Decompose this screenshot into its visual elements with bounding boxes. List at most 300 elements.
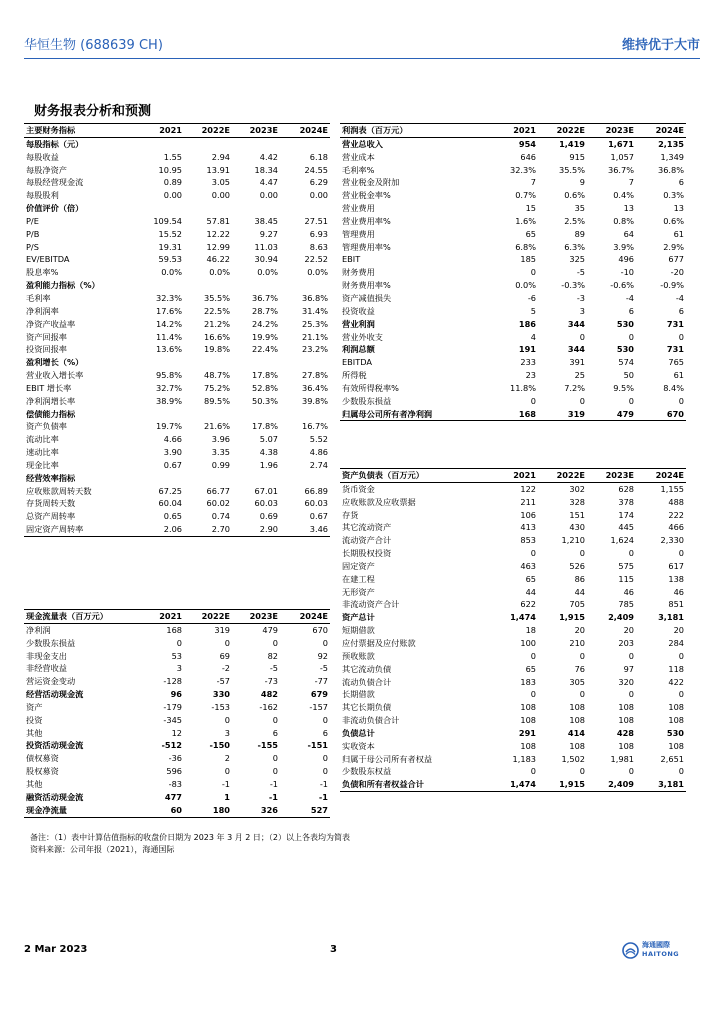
value-cell: 6.93 xyxy=(309,228,328,239)
balance-sheet-table xyxy=(340,468,686,792)
table-row xyxy=(340,408,686,421)
row-label: P/B xyxy=(26,228,40,239)
row-label: 其它流动资产 xyxy=(342,522,392,533)
value-cell xyxy=(136,408,184,421)
table-row xyxy=(340,253,686,266)
value-cell: 9.5% xyxy=(613,382,634,393)
table-row xyxy=(340,215,686,228)
value-cell: 60.03 xyxy=(254,498,278,509)
value-cell: 0 xyxy=(678,766,684,777)
value-cell: 17.8% xyxy=(251,370,278,381)
value-cell: 6.3% xyxy=(564,241,585,252)
value-cell: 2.9% xyxy=(663,241,684,252)
value-cell: 3.90 xyxy=(163,447,182,458)
year-header-cell: 2024E xyxy=(280,610,330,624)
value-cell: 46 xyxy=(673,586,684,597)
value-cell: -57 xyxy=(216,676,230,687)
value-cell: 15.52 xyxy=(158,228,182,239)
value-cell: 100 xyxy=(520,637,536,648)
value-cell: 0.0% xyxy=(161,267,182,278)
value-cell: 0 xyxy=(272,766,278,777)
value-cell xyxy=(136,279,184,292)
table-title-cell: 资产负债表（百万元） xyxy=(340,469,490,483)
value-cell: 0.67 xyxy=(309,511,328,522)
value-cell: 168 xyxy=(490,408,538,421)
table-title-cell: 主要财务指标 xyxy=(24,124,136,138)
value-cell: 0 xyxy=(322,753,328,764)
table-row xyxy=(24,202,330,215)
value-cell xyxy=(184,279,232,292)
table-row xyxy=(340,482,686,495)
value-cell: 118 xyxy=(668,663,684,674)
table-row xyxy=(340,534,686,547)
table-row xyxy=(340,279,686,292)
row-label: 营业收入增长率 xyxy=(26,370,84,381)
value-cell: -162 xyxy=(259,701,278,712)
table-title-cell: 利润表（百万元） xyxy=(340,124,490,138)
value-cell: 0 xyxy=(272,637,278,648)
value-cell: 466 xyxy=(668,522,684,533)
row-label: 净利润率 xyxy=(26,305,59,316)
table-row xyxy=(340,318,686,331)
table-row xyxy=(24,675,330,688)
value-cell: 109.54 xyxy=(153,215,182,226)
value-cell: 705 xyxy=(569,599,585,610)
row-label: 资产负债率 xyxy=(26,421,67,432)
table-row xyxy=(340,164,686,177)
value-cell: -345 xyxy=(163,714,182,725)
value-cell: 1,474 xyxy=(510,612,536,623)
table-row xyxy=(24,343,330,356)
value-cell: 530 xyxy=(616,344,634,355)
value-cell: 319 xyxy=(214,624,230,635)
value-cell: 108 xyxy=(618,740,634,751)
value-cell: -0.9% xyxy=(660,280,684,291)
row-label: 流动资产合计 xyxy=(342,535,392,546)
value-cell: 0 xyxy=(678,548,684,559)
value-cell: 65 xyxy=(525,573,536,584)
value-cell: 0.00 xyxy=(163,190,182,201)
value-cell: 60.02 xyxy=(206,498,230,509)
value-cell: -0.3% xyxy=(561,280,585,291)
value-cell: 95.8% xyxy=(155,370,182,381)
value-cell: 0 xyxy=(322,637,328,648)
value-cell: 191 xyxy=(518,344,536,355)
value-cell: 7 xyxy=(530,177,536,188)
row-label: 每股股利 xyxy=(26,190,59,201)
value-cell: 25.3% xyxy=(301,318,328,329)
year-header-cell: 2021 xyxy=(136,124,184,138)
value-cell: 96 xyxy=(170,689,182,700)
value-cell: 65 xyxy=(525,228,536,239)
value-cell: 0.00 xyxy=(259,190,278,201)
value-cell: 65 xyxy=(525,663,536,674)
row-label: 营业外收支 xyxy=(342,331,383,342)
row-label: 其它流动负债 xyxy=(342,663,392,674)
value-cell: 1,671 xyxy=(608,138,634,149)
table-row xyxy=(24,650,330,663)
value-cell: 97 xyxy=(623,663,634,674)
value-cell xyxy=(280,472,330,485)
year-header-cell: 2023E xyxy=(232,610,280,624)
row-label: 净利润增长率 xyxy=(26,395,76,406)
value-cell: 67.01 xyxy=(254,485,278,496)
table-row xyxy=(24,292,330,305)
value-cell: 320 xyxy=(618,676,634,687)
value-cell: 0.65 xyxy=(163,511,182,522)
value-cell: 0.89 xyxy=(163,177,182,188)
value-cell: 0.69 xyxy=(259,511,278,522)
value-cell: 31.4% xyxy=(301,305,328,316)
value-cell: 30.94 xyxy=(254,254,278,265)
value-cell: 108 xyxy=(520,702,536,713)
table-row xyxy=(340,547,686,560)
row-label: 固定资产 xyxy=(342,560,375,571)
value-cell: 25 xyxy=(574,370,585,381)
row-label: 净资产收益率 xyxy=(26,318,76,329)
table-row xyxy=(24,151,330,164)
row-label: 预收账款 xyxy=(342,650,375,661)
table-row xyxy=(24,369,330,382)
value-cell: 5.52 xyxy=(309,434,328,445)
value-cell: 2,330 xyxy=(660,535,684,546)
row-label: 营业利润 xyxy=(342,318,375,329)
value-cell: 4.86 xyxy=(309,447,328,458)
row-label: 现金比率 xyxy=(26,459,59,470)
value-cell: 108 xyxy=(520,715,536,726)
value-cell: 89 xyxy=(574,228,585,239)
row-label: 归属于母公司所有者权益 xyxy=(342,753,433,764)
table-row xyxy=(340,765,686,778)
year-header-cell: 2021 xyxy=(490,469,538,483)
table-row xyxy=(340,727,686,740)
value-cell: 0 xyxy=(678,689,684,700)
value-cell: -20 xyxy=(670,267,684,278)
rating-tagline: 维持优于大市 xyxy=(621,38,700,53)
table-row xyxy=(24,701,330,714)
value-cell xyxy=(136,137,184,150)
value-cell: 61 xyxy=(673,228,684,239)
row-label: 股权募资 xyxy=(26,766,59,777)
value-cell: 0.8% xyxy=(613,215,634,226)
value-cell: 36.8% xyxy=(301,292,328,303)
value-cell: 23.2% xyxy=(301,344,328,355)
value-cell: -157 xyxy=(309,701,328,712)
table-header-row xyxy=(340,469,686,483)
value-cell: 46.22 xyxy=(206,254,230,265)
value-cell: 8.63 xyxy=(309,241,328,252)
value-cell: 0 xyxy=(628,650,634,661)
value-cell: 108 xyxy=(668,715,684,726)
value-cell: 4.47 xyxy=(259,177,278,188)
row-label: 毛利率% xyxy=(342,164,375,175)
row-label: 管理费用率% xyxy=(342,241,391,252)
year-header-cell: 2022E xyxy=(538,469,587,483)
key-indicators-table xyxy=(24,123,330,537)
value-cell: 330 xyxy=(212,689,230,700)
table-title-cell: 现金流量表（百万元） xyxy=(24,610,136,624)
value-cell: 479 xyxy=(262,624,278,635)
value-cell: 19.9% xyxy=(251,331,278,342)
row-label: 流动负债合计 xyxy=(342,676,392,687)
value-cell: 326 xyxy=(232,804,280,817)
value-cell: -1 xyxy=(319,778,328,789)
value-cell: 731 xyxy=(666,344,684,355)
value-cell: 233 xyxy=(520,357,536,368)
value-cell: -77 xyxy=(314,676,328,687)
value-cell: 1,915 xyxy=(538,778,587,791)
table-row xyxy=(24,752,330,765)
value-cell xyxy=(232,137,280,150)
value-cell: 0 xyxy=(628,395,634,406)
row-label: 投资收益 xyxy=(342,305,375,316)
value-cell: 39.8% xyxy=(301,395,328,406)
value-cell: 36.7% xyxy=(251,292,278,303)
value-cell: -73 xyxy=(264,676,278,687)
table-row xyxy=(340,778,686,791)
value-cell xyxy=(232,356,280,369)
value-cell: 526 xyxy=(569,560,585,571)
value-cell: -179 xyxy=(163,701,182,712)
table-row xyxy=(340,624,686,637)
value-cell: 186 xyxy=(518,318,536,329)
value-cell: 2 xyxy=(224,753,230,764)
table-row xyxy=(24,739,330,752)
value-cell: -128 xyxy=(163,676,182,687)
value-cell: -150 xyxy=(209,740,230,751)
value-cell: 2.74 xyxy=(309,459,328,470)
row-label: 盈利能力指标（%） xyxy=(26,280,100,291)
value-cell: 19.8% xyxy=(203,344,230,355)
value-cell: 2,409 xyxy=(608,612,634,623)
value-cell: 21.2% xyxy=(203,318,230,329)
row-label: 股息率% xyxy=(26,267,59,278)
table-row xyxy=(340,637,686,650)
row-label: 其他 xyxy=(26,727,43,738)
table-row xyxy=(340,701,686,714)
value-cell: 0.0% xyxy=(307,267,328,278)
value-cell: 108 xyxy=(668,740,684,751)
value-cell: 0 xyxy=(579,689,585,700)
value-cell: 82 xyxy=(267,650,278,661)
row-label: EBIT 增长率 xyxy=(26,382,72,393)
row-label: 其他 xyxy=(26,778,43,789)
row-label: 营运资金变动 xyxy=(26,676,76,687)
table-row xyxy=(24,279,330,292)
row-label: P/S xyxy=(26,241,39,252)
table-header-row xyxy=(340,124,686,138)
value-cell: 0 xyxy=(530,267,536,278)
value-cell: 32.7% xyxy=(155,382,182,393)
value-cell: 64 xyxy=(623,228,634,239)
value-cell: 36.7% xyxy=(607,164,634,175)
value-cell: 0.6% xyxy=(663,215,684,226)
value-cell xyxy=(184,408,232,421)
value-cell: 76 xyxy=(574,663,585,674)
notes-remark: 备注：（1）表中计算估值指标的收盘价日期为 2023 年 3 月 2 日；（2）以上各表均为简表 xyxy=(30,833,350,842)
value-cell: 9 xyxy=(579,177,585,188)
value-cell: 4.38 xyxy=(259,447,278,458)
row-label: 应付票据及应付账款 xyxy=(342,637,416,648)
value-cell: 151 xyxy=(569,509,585,520)
value-cell: 1,210 xyxy=(561,535,585,546)
value-cell: 53 xyxy=(171,650,182,661)
value-cell: 17.8% xyxy=(251,421,278,432)
value-cell: 1,915 xyxy=(559,612,585,623)
value-cell: 18 xyxy=(525,625,536,636)
value-cell: 479 xyxy=(587,408,636,421)
value-cell: 0 xyxy=(628,689,634,700)
table-row xyxy=(340,573,686,586)
value-cell: 35.5% xyxy=(203,292,230,303)
table-row xyxy=(340,305,686,318)
table-row xyxy=(24,446,330,459)
value-cell: 60 xyxy=(136,804,184,817)
value-cell: 344 xyxy=(567,318,585,329)
value-cell: 6.29 xyxy=(309,177,328,188)
year-header-cell: 2024E xyxy=(280,124,330,138)
value-cell: -153 xyxy=(211,701,230,712)
value-cell: 3 xyxy=(579,305,585,316)
value-cell: 488 xyxy=(668,496,684,507)
table-row xyxy=(340,292,686,305)
table-row xyxy=(340,688,686,701)
table-row xyxy=(24,510,330,523)
value-cell: 527 xyxy=(280,804,330,817)
value-cell: 44 xyxy=(525,586,536,597)
value-cell: 46 xyxy=(623,586,634,597)
value-cell: 1,155 xyxy=(660,483,684,494)
row-label: 偿债能力指标 xyxy=(26,408,76,419)
value-cell: 596 xyxy=(166,766,182,777)
value-cell: -83 xyxy=(168,778,182,789)
value-cell: 414 xyxy=(567,727,585,738)
table-row xyxy=(24,253,330,266)
table-row xyxy=(24,459,330,472)
value-cell: 174 xyxy=(618,509,634,520)
value-cell: 530 xyxy=(616,318,634,329)
table-row xyxy=(24,778,330,791)
value-cell: 7 xyxy=(628,177,634,188)
table-row xyxy=(340,189,686,202)
row-label: 归属母公司所有者净利润 xyxy=(340,408,490,421)
row-label: EBITDA xyxy=(342,357,372,368)
value-cell: 35 xyxy=(574,203,585,214)
page-number: 3 xyxy=(330,944,337,955)
value-cell: 0 xyxy=(224,766,230,777)
row-label: 资产 xyxy=(26,701,43,712)
value-cell: 20 xyxy=(623,625,634,636)
value-cell: 7.2% xyxy=(564,382,585,393)
value-cell: 168 xyxy=(166,624,182,635)
value-cell: 670 xyxy=(312,624,328,635)
table-row xyxy=(24,318,330,331)
row-label: 营业税金率% xyxy=(342,190,391,201)
value-cell: 677 xyxy=(668,254,684,265)
value-cell: 61 xyxy=(673,370,684,381)
row-label: 应收账款及应收票据 xyxy=(342,496,416,507)
row-label: 财务费用 xyxy=(342,267,375,278)
table-header-row xyxy=(24,610,330,624)
table-row xyxy=(340,151,686,164)
value-cell: 16.7% xyxy=(301,421,328,432)
value-cell: 1.96 xyxy=(259,459,278,470)
value-cell: 0 xyxy=(530,650,536,661)
value-cell: 422 xyxy=(668,676,684,687)
table-row xyxy=(24,382,330,395)
value-cell: 622 xyxy=(520,599,536,610)
year-header-cell: 2021 xyxy=(490,124,538,138)
value-cell: 32.3% xyxy=(155,292,182,303)
value-cell: 8.4% xyxy=(663,382,684,393)
value-cell: 0 xyxy=(322,766,328,777)
value-cell: -5 xyxy=(269,663,278,674)
row-label: 营业税金及附加 xyxy=(342,177,400,188)
value-cell: 50.3% xyxy=(251,395,278,406)
value-cell: 6 xyxy=(678,305,684,316)
row-label: 经营活动现金流 xyxy=(26,689,84,700)
value-cell: 180 xyxy=(184,804,232,817)
value-cell: 21.1% xyxy=(301,331,328,342)
value-cell: 12.22 xyxy=(206,228,230,239)
value-cell: 4.42 xyxy=(259,151,278,162)
value-cell: 11.8% xyxy=(509,382,536,393)
value-cell: 0.74 xyxy=(211,511,230,522)
value-cell: 17.6% xyxy=(155,305,182,316)
table-row xyxy=(24,714,330,727)
table-row xyxy=(340,560,686,573)
value-cell: 38.45 xyxy=(254,215,278,226)
value-cell: 0 xyxy=(628,331,634,342)
value-cell: 0.4% xyxy=(613,190,634,201)
value-cell: 305 xyxy=(569,676,585,687)
value-cell: 0 xyxy=(579,395,585,406)
value-cell: 3.96 xyxy=(211,434,230,445)
value-cell: 1,349 xyxy=(660,151,684,162)
value-cell: 13 xyxy=(623,203,634,214)
value-cell: -5 xyxy=(319,663,328,674)
value-cell: 574 xyxy=(618,357,634,368)
row-label: 少数股东损益 xyxy=(26,637,76,648)
value-cell: 0.67 xyxy=(163,459,182,470)
value-cell: 430 xyxy=(569,522,585,533)
value-cell: 0.6% xyxy=(564,190,585,201)
value-cell: -10 xyxy=(620,267,634,278)
footer-date: 2 Mar 2023 xyxy=(24,944,88,955)
value-cell: -512 xyxy=(161,740,182,751)
value-cell: 66.89 xyxy=(304,485,328,496)
value-cell: -2 xyxy=(221,663,230,674)
notes-source: 资料来源：公司年报（2021），海通国际 xyxy=(30,845,175,854)
value-cell: 1,474 xyxy=(490,778,538,791)
value-cell: 6 xyxy=(272,727,278,738)
value-cell: 20 xyxy=(574,625,585,636)
value-cell: 413 xyxy=(520,522,536,533)
value-cell: 22.52 xyxy=(304,254,328,265)
table-row xyxy=(24,623,330,636)
value-cell: 52.8% xyxy=(251,382,278,393)
row-label: 盈利增长（%） xyxy=(26,357,84,368)
value-cell: 211 xyxy=(520,496,536,507)
value-cell: 2.5% xyxy=(564,215,585,226)
value-cell: -155 xyxy=(257,740,278,751)
value-cell: 2.94 xyxy=(211,151,230,162)
cash-flow-table xyxy=(24,609,330,818)
value-cell: 0 xyxy=(272,714,278,725)
year-header-cell: 2023E xyxy=(587,124,636,138)
year-header-cell: 2023E xyxy=(587,469,636,483)
value-cell: 19.31 xyxy=(158,241,182,252)
